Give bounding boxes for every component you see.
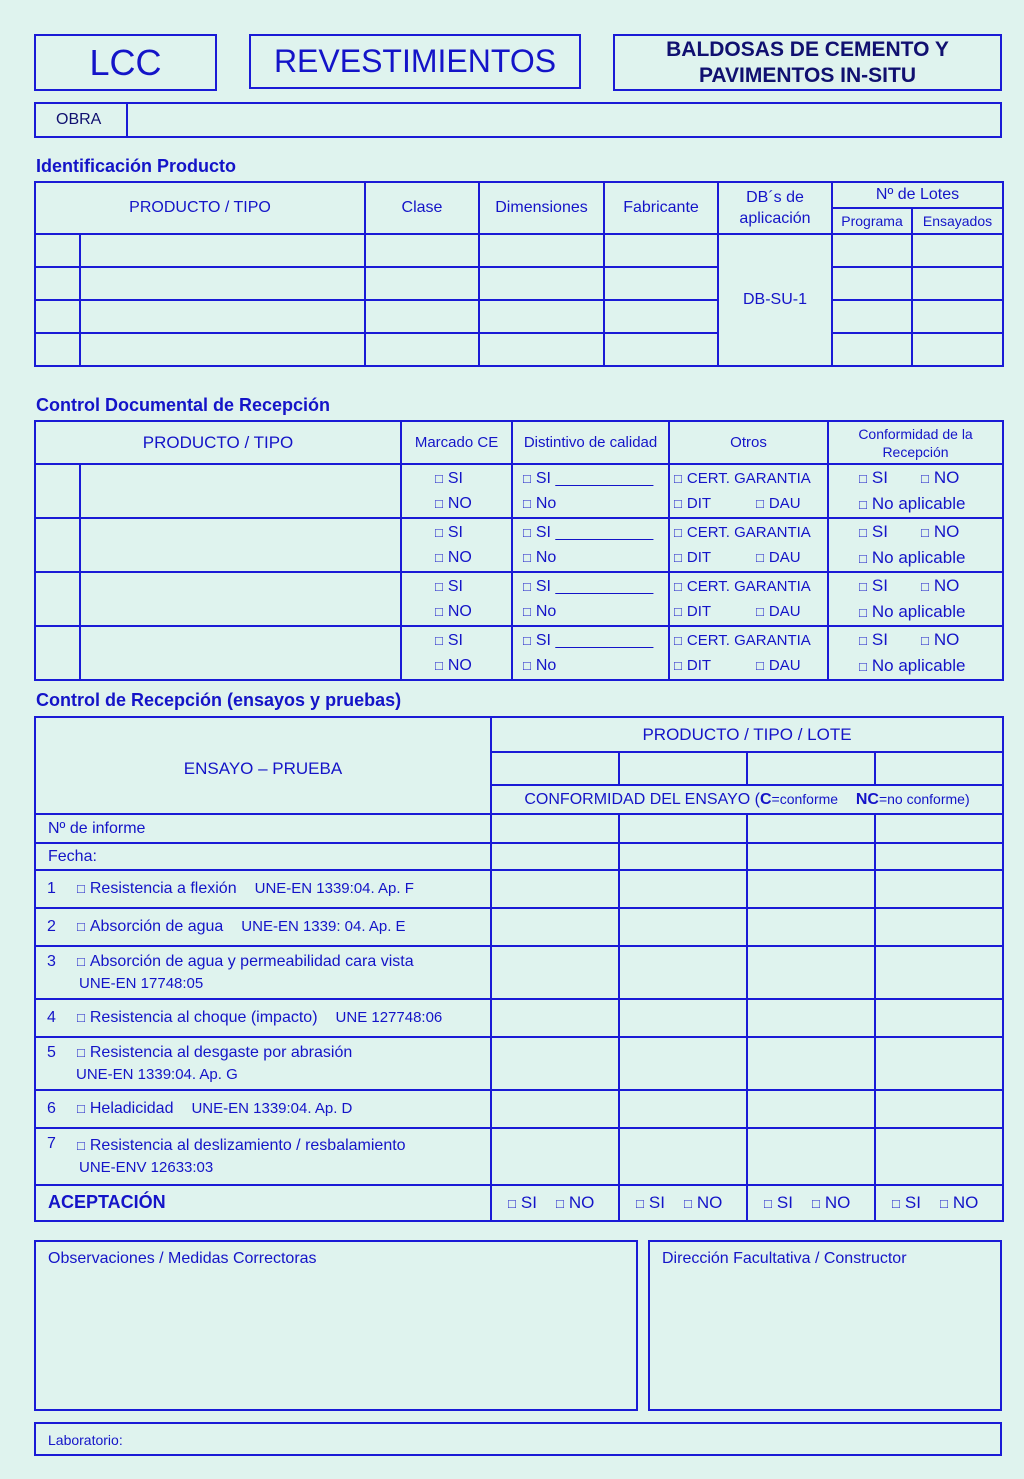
doc-row bbox=[35, 464, 1003, 518]
dau-checkbox[interactable]: □ DAU bbox=[756, 491, 801, 516]
informe-label: Nº de informe bbox=[35, 814, 491, 843]
ensayo-result-cell[interactable] bbox=[619, 1037, 747, 1090]
col-dbs-aplicacion bbox=[718, 182, 832, 234]
conformidad-no-checkbox[interactable]: □ NO bbox=[921, 573, 959, 599]
ensayo-cell bbox=[35, 870, 491, 908]
col-producto-tipo: PRODUCTO / TIPO bbox=[35, 182, 365, 234]
ensayo-result-cell[interactable] bbox=[875, 1128, 1003, 1185]
ensayo-checkbox[interactable]: □ Resistencia al desgaste por abrasión bbox=[77, 1044, 352, 1061]
ensayo-result-cell[interactable] bbox=[747, 908, 875, 946]
distintivo-options bbox=[512, 518, 669, 572]
ensayo-checkbox[interactable]: □ Resistencia al deslizamiento / resbalamiento bbox=[77, 1137, 406, 1154]
aceptacion-options bbox=[875, 1185, 1003, 1221]
ensayo-checkbox[interactable]: □ Resistencia a flexión bbox=[77, 880, 237, 897]
aceptacion-si-checkbox[interactable]: □ SI bbox=[764, 1190, 812, 1216]
identificacion-title: Identificación Producto bbox=[36, 156, 237, 176]
ensayo-text bbox=[77, 878, 490, 900]
cert-garantia-checkbox[interactable]: □ CERT. GARANTIA bbox=[674, 574, 811, 599]
ensayo-number: 1 bbox=[47, 880, 56, 897]
ensayo-standard: UNE-ENV 12633:03 bbox=[79, 1158, 214, 1176]
aceptacion-label: ACEPTACIÓN bbox=[35, 1185, 491, 1221]
id-cell[interactable] bbox=[365, 267, 479, 300]
obra-input[interactable] bbox=[130, 104, 1000, 136]
ensayo-text bbox=[77, 1098, 490, 1120]
id-cell[interactable] bbox=[912, 234, 1003, 267]
id-cell[interactable] bbox=[832, 300, 912, 333]
aceptacion-si-checkbox[interactable]: □ SI bbox=[636, 1190, 684, 1216]
obra-label: OBRA bbox=[56, 111, 102, 128]
id-cell[interactable] bbox=[80, 333, 365, 366]
aceptacion-no-checkbox[interactable]: □ NO bbox=[940, 1190, 978, 1216]
ensayo-standard: UNE-EN 1339:04. Ap. G bbox=[76, 1065, 238, 1083]
id-cell[interactable] bbox=[832, 267, 912, 300]
id-cell[interactable] bbox=[80, 300, 365, 333]
doc-row-producto-cell[interactable] bbox=[80, 572, 401, 626]
id-cell[interactable] bbox=[365, 300, 479, 333]
ensayo-number: 4 bbox=[47, 1009, 56, 1026]
ensayo-cell bbox=[35, 946, 491, 999]
id-cell[interactable] bbox=[35, 300, 80, 333]
dau-checkbox[interactable]: □ DAU bbox=[756, 653, 801, 678]
id-cell[interactable] bbox=[479, 333, 604, 366]
observaciones-label: Observaciones / Medidas Correctoras bbox=[48, 1250, 317, 1267]
id-cell[interactable] bbox=[365, 333, 479, 366]
otros-options bbox=[669, 626, 828, 680]
aceptacion-options bbox=[491, 1185, 619, 1221]
conformidad-si-checkbox[interactable]: □ SI bbox=[859, 519, 921, 545]
conformidad-no-checkbox[interactable]: □ NO bbox=[921, 627, 959, 653]
id-cell[interactable] bbox=[35, 234, 80, 267]
document-title-box bbox=[613, 34, 1002, 91]
id-cell[interactable] bbox=[479, 234, 604, 267]
col-dbs-line1: DB´s de bbox=[746, 189, 804, 206]
id-cell[interactable] bbox=[80, 267, 365, 300]
id-cell[interactable] bbox=[604, 333, 718, 366]
fecha-cell[interactable] bbox=[619, 843, 747, 870]
id-cell[interactable] bbox=[365, 234, 479, 267]
conformidad-no-aplicable-checkbox[interactable]: □ No aplicable bbox=[859, 545, 965, 571]
distintivo-no-checkbox[interactable]: □ No bbox=[523, 545, 556, 570]
conformidad-si-checkbox[interactable]: □ SI bbox=[859, 627, 921, 653]
ensayo-row bbox=[35, 1090, 1003, 1128]
ensayo-result-cell[interactable] bbox=[747, 946, 875, 999]
marcado-si-checkbox[interactable]: □ SI bbox=[435, 520, 463, 545]
ensayo-result-cell[interactable] bbox=[875, 870, 1003, 908]
conformidad-options bbox=[828, 518, 1003, 572]
ensayo-cell bbox=[35, 1128, 491, 1185]
ensayo-result-cell[interactable] bbox=[875, 1090, 1003, 1128]
conformidad-prefix: CONFORMIDAD DEL ENSAYO ( bbox=[524, 790, 760, 808]
doc-row bbox=[35, 518, 1003, 572]
conformidad-no-aplicable-checkbox[interactable]: □ No aplicable bbox=[859, 653, 965, 679]
lcc-box bbox=[34, 34, 217, 91]
conformidad-c-text: =conforme bbox=[771, 790, 839, 807]
doc-row-producto-cell[interactable] bbox=[80, 626, 401, 680]
id-cell[interactable] bbox=[832, 234, 912, 267]
dau-checkbox[interactable]: □ DAU bbox=[756, 545, 801, 570]
distintivo-no-checkbox[interactable]: □ No bbox=[523, 491, 556, 516]
lcc-label: LCC bbox=[89, 42, 162, 83]
ensayo-cell bbox=[35, 999, 491, 1037]
id-cell[interactable] bbox=[912, 300, 1003, 333]
ensayo-text bbox=[77, 1135, 490, 1179]
cert-garantia-checkbox[interactable]: □ CERT. GARANTIA bbox=[674, 466, 811, 491]
otros-options bbox=[669, 572, 828, 626]
fecha-label: Fecha: bbox=[35, 843, 491, 870]
conformidad-nc: NC bbox=[855, 790, 879, 808]
id-cell[interactable] bbox=[912, 333, 1003, 366]
ensayo-result-cell[interactable] bbox=[747, 870, 875, 908]
direccion-box[interactable] bbox=[648, 1240, 1002, 1411]
ensayo-checkbox[interactable]: □ Heladicidad bbox=[77, 1100, 173, 1117]
ensayo-row bbox=[35, 870, 1003, 908]
col-dbs-line2: aplicación bbox=[739, 210, 811, 227]
aceptacion-no-checkbox[interactable]: □ NO bbox=[812, 1190, 850, 1216]
distintivo-options bbox=[512, 572, 669, 626]
distintivo-si-checkbox[interactable]: □ SI ___________ bbox=[523, 466, 653, 491]
id-cell[interactable] bbox=[479, 300, 604, 333]
marcado-ce-options bbox=[401, 626, 512, 680]
lote-cell[interactable] bbox=[747, 752, 875, 785]
ensayo-result-cell[interactable] bbox=[619, 999, 747, 1037]
dau-checkbox[interactable]: □ DAU bbox=[756, 599, 801, 624]
ensayo-row bbox=[35, 946, 1003, 999]
aceptacion-no-checkbox[interactable]: □ NO bbox=[556, 1190, 594, 1216]
conformidad-options bbox=[828, 572, 1003, 626]
marcado-no-checkbox[interactable]: □ NO bbox=[435, 491, 472, 516]
dit-checkbox[interactable]: □ DIT bbox=[674, 491, 756, 516]
doc-col-distintivo: Distintivo de calidad bbox=[512, 421, 669, 464]
aceptacion-si-checkbox[interactable]: □ SI bbox=[508, 1190, 556, 1216]
conformidad-no-checkbox[interactable]: □ NO bbox=[921, 519, 959, 545]
laboratorio-box[interactable] bbox=[34, 1422, 1002, 1456]
cert-garantia-checkbox[interactable]: □ CERT. GARANTIA bbox=[674, 628, 811, 653]
documental-title: Control Documental de Recepción bbox=[36, 395, 331, 415]
marcado-no-checkbox[interactable]: □ NO bbox=[435, 653, 472, 678]
ensayo-result-cell[interactable] bbox=[619, 908, 747, 946]
document-title-line2: PAVIMENTOS IN-SITU bbox=[698, 64, 916, 87]
conformidad-no-aplicable-checkbox[interactable]: □ No aplicable bbox=[859, 491, 965, 517]
col-clase: Clase bbox=[365, 182, 479, 234]
ensayo-result-cell[interactable] bbox=[875, 999, 1003, 1037]
lote-cell[interactable] bbox=[619, 752, 747, 785]
ensayo-result-cell[interactable] bbox=[619, 946, 747, 999]
id-cell[interactable] bbox=[479, 267, 604, 300]
lote-cell[interactable] bbox=[875, 752, 1003, 785]
doc-row-index-cell[interactable] bbox=[35, 518, 80, 572]
doc-row-index-cell[interactable] bbox=[35, 572, 80, 626]
obra-label-cell bbox=[36, 104, 128, 136]
fecha-cell[interactable] bbox=[747, 843, 875, 870]
doc-row-index-cell[interactable] bbox=[35, 464, 80, 518]
marcado-no-checkbox[interactable]: □ NO bbox=[435, 599, 472, 624]
marcado-si-checkbox[interactable]: □ SI bbox=[435, 466, 463, 491]
aceptacion-row bbox=[35, 1185, 1003, 1221]
ensayo-result-cell[interactable] bbox=[491, 1090, 619, 1128]
aceptacion-no-checkbox[interactable]: □ NO bbox=[684, 1190, 722, 1216]
col-ensayados: Ensayados bbox=[912, 208, 1003, 234]
doc-row bbox=[35, 572, 1003, 626]
otros-options bbox=[669, 464, 828, 518]
ensayo-row bbox=[35, 1037, 1003, 1090]
doc-col-otros: Otros bbox=[669, 421, 828, 464]
ensayo-result-cell[interactable] bbox=[491, 1128, 619, 1185]
conformidad-options bbox=[828, 464, 1003, 518]
ensayo-number: 6 bbox=[47, 1100, 56, 1117]
cert-garantia-checkbox[interactable]: □ CERT. GARANTIA bbox=[674, 520, 811, 545]
ensayo-number: 2 bbox=[47, 918, 56, 935]
col-lotes: Nº de Lotes bbox=[832, 182, 1003, 208]
ensayo-result-cell[interactable] bbox=[875, 946, 1003, 999]
aceptacion-options bbox=[747, 1185, 875, 1221]
ensayo-result-cell[interactable] bbox=[747, 1128, 875, 1185]
ensayo-number: 3 bbox=[47, 953, 56, 970]
marcado-ce-options bbox=[401, 572, 512, 626]
direccion-label: Dirección Facultativa / Constructor bbox=[662, 1250, 907, 1267]
col-producto-lote: PRODUCTO / TIPO / LOTE bbox=[491, 717, 1003, 752]
ensayo-cell bbox=[35, 1037, 491, 1090]
conformidad-nc-text: =no conforme) bbox=[878, 790, 970, 807]
marcado-ce-options bbox=[401, 518, 512, 572]
revestimientos-box bbox=[249, 34, 581, 89]
revestimientos-label: REVESTIMIENTOS bbox=[273, 43, 557, 79]
documental-table bbox=[34, 420, 1004, 681]
ensayo-result-cell[interactable] bbox=[619, 1128, 747, 1185]
ensayo-standard: UNE-EN 1339:04. Ap. D bbox=[191, 1100, 353, 1117]
conformidad-legend bbox=[491, 785, 1003, 814]
observaciones-box[interactable] bbox=[34, 1240, 638, 1411]
ensayo-result-cell[interactable] bbox=[491, 870, 619, 908]
distintivo-si-checkbox[interactable]: □ SI ___________ bbox=[523, 520, 653, 545]
ensayo-result-cell[interactable] bbox=[875, 908, 1003, 946]
ensayo-text bbox=[77, 916, 490, 938]
id-cell[interactable] bbox=[832, 333, 912, 366]
doc-row-producto-cell[interactable] bbox=[80, 518, 401, 572]
ensayo-result-cell[interactable] bbox=[875, 1037, 1003, 1090]
informe-cell[interactable] bbox=[491, 814, 619, 843]
distintivo-options bbox=[512, 626, 669, 680]
doc-col-producto: PRODUCTO / TIPO bbox=[35, 421, 401, 464]
marcado-ce-options bbox=[401, 464, 512, 518]
doc-col-conformidad bbox=[828, 421, 1003, 464]
ensayo-result-cell[interactable] bbox=[491, 946, 619, 999]
ensayo-standard: UNE-EN 1339: 04. Ap. E bbox=[241, 918, 406, 935]
ensayo-standard: UNE-EN 1339:04. Ap. F bbox=[254, 880, 414, 897]
distintivo-si-checkbox[interactable]: □ SI ___________ bbox=[523, 628, 653, 653]
document-title-line1: BALDOSAS DE CEMENTO Y bbox=[666, 38, 949, 61]
doc-row bbox=[35, 626, 1003, 680]
obra-row bbox=[34, 102, 1002, 138]
dit-checkbox[interactable]: □ DIT bbox=[674, 653, 756, 678]
ensayos-title: Control de Recepción (ensayos y pruebas) bbox=[36, 690, 402, 710]
distintivo-options bbox=[512, 464, 669, 518]
ensayo-row bbox=[35, 908, 1003, 946]
ensayo-row bbox=[35, 1128, 1003, 1185]
fecha-cell[interactable] bbox=[491, 843, 619, 870]
col-programa: Programa bbox=[832, 208, 912, 234]
conformidad-no-checkbox[interactable]: □ NO bbox=[921, 465, 959, 491]
ensayo-result-cell[interactable] bbox=[491, 908, 619, 946]
dit-checkbox[interactable]: □ DIT bbox=[674, 545, 756, 570]
ensayo-standard: UNE-EN 17748:05 bbox=[79, 974, 204, 992]
doc-row-index-cell[interactable] bbox=[35, 626, 80, 680]
lote-cell[interactable] bbox=[491, 752, 619, 785]
ensayo-result-cell[interactable] bbox=[747, 1090, 875, 1128]
id-cell[interactable] bbox=[604, 267, 718, 300]
aceptacion-si-checkbox[interactable]: □ SI bbox=[892, 1190, 940, 1216]
laboratorio-label: Laboratorio: bbox=[48, 1432, 123, 1448]
aceptacion-options bbox=[619, 1185, 747, 1221]
marcado-si-checkbox[interactable]: □ SI bbox=[435, 574, 463, 599]
ensayo-number: 7 bbox=[47, 1135, 56, 1152]
ensayo-result-cell[interactable] bbox=[491, 1037, 619, 1090]
id-cell[interactable] bbox=[604, 234, 718, 267]
conformidad-c: C bbox=[759, 790, 772, 808]
ensayo-result-cell[interactable] bbox=[619, 870, 747, 908]
marcado-no-checkbox[interactable]: □ NO bbox=[435, 545, 472, 570]
ensayo-text bbox=[77, 1042, 490, 1086]
doc-col-conformidad-line1: Conformidad de la bbox=[858, 425, 973, 442]
ensayo-checkbox[interactable]: □ Absorción de agua bbox=[77, 918, 223, 935]
ensayo-number: 5 bbox=[47, 1044, 56, 1061]
id-cell[interactable] bbox=[604, 300, 718, 333]
dit-checkbox[interactable]: □ DIT bbox=[674, 599, 756, 624]
informe-cell[interactable] bbox=[619, 814, 747, 843]
ensayo-result-cell[interactable] bbox=[747, 999, 875, 1037]
conformidad-no-aplicable-checkbox[interactable]: □ No aplicable bbox=[859, 599, 965, 625]
distintivo-si-checkbox[interactable]: □ SI ___________ bbox=[523, 574, 653, 599]
distintivo-no-checkbox[interactable]: □ No bbox=[523, 653, 556, 678]
identificacion-table bbox=[34, 181, 1004, 367]
db-value: DB-SU-1 bbox=[718, 234, 832, 366]
ensayos-table bbox=[34, 716, 1004, 1222]
id-cell[interactable] bbox=[35, 333, 80, 366]
ensayo-result-cell[interactable] bbox=[747, 1037, 875, 1090]
informe-cell[interactable] bbox=[747, 814, 875, 843]
id-cell[interactable] bbox=[912, 267, 1003, 300]
col-fabricante: Fabricante bbox=[604, 182, 718, 234]
ensayo-result-cell[interactable] bbox=[491, 999, 619, 1037]
doc-col-conformidad-line2: Recepción bbox=[882, 443, 949, 460]
col-dimensiones: Dimensiones bbox=[479, 182, 604, 234]
doc-row-producto-cell[interactable] bbox=[80, 464, 401, 518]
ensayo-text bbox=[77, 1007, 490, 1029]
distintivo-no-checkbox[interactable]: □ No bbox=[523, 599, 556, 624]
conformidad-si-checkbox[interactable]: □ SI bbox=[859, 573, 921, 599]
doc-col-marcado: Marcado CE bbox=[401, 421, 512, 464]
conformidad-options bbox=[828, 626, 1003, 680]
informe-cell[interactable] bbox=[875, 814, 1003, 843]
ensayo-cell bbox=[35, 908, 491, 946]
marcado-si-checkbox[interactable]: □ SI bbox=[435, 628, 463, 653]
ensayo-text bbox=[77, 951, 490, 995]
ensayo-checkbox[interactable]: □ Resistencia al choque (impacto) bbox=[77, 1009, 318, 1026]
ensayo-row bbox=[35, 999, 1003, 1037]
id-cell[interactable] bbox=[35, 267, 80, 300]
id-cell[interactable] bbox=[80, 234, 365, 267]
ensayo-result-cell[interactable] bbox=[619, 1090, 747, 1128]
conformidad-si-checkbox[interactable]: □ SI bbox=[859, 465, 921, 491]
ensayo-standard: UNE 127748:06 bbox=[335, 1009, 443, 1026]
ensayo-cell bbox=[35, 1090, 491, 1128]
col-ensayo-prueba: ENSAYO – PRUEBA bbox=[35, 717, 491, 814]
fecha-cell[interactable] bbox=[875, 843, 1003, 870]
otros-options bbox=[669, 518, 828, 572]
ensayo-checkbox[interactable]: □ Absorción de agua y permeabilidad cara vista bbox=[77, 953, 414, 970]
